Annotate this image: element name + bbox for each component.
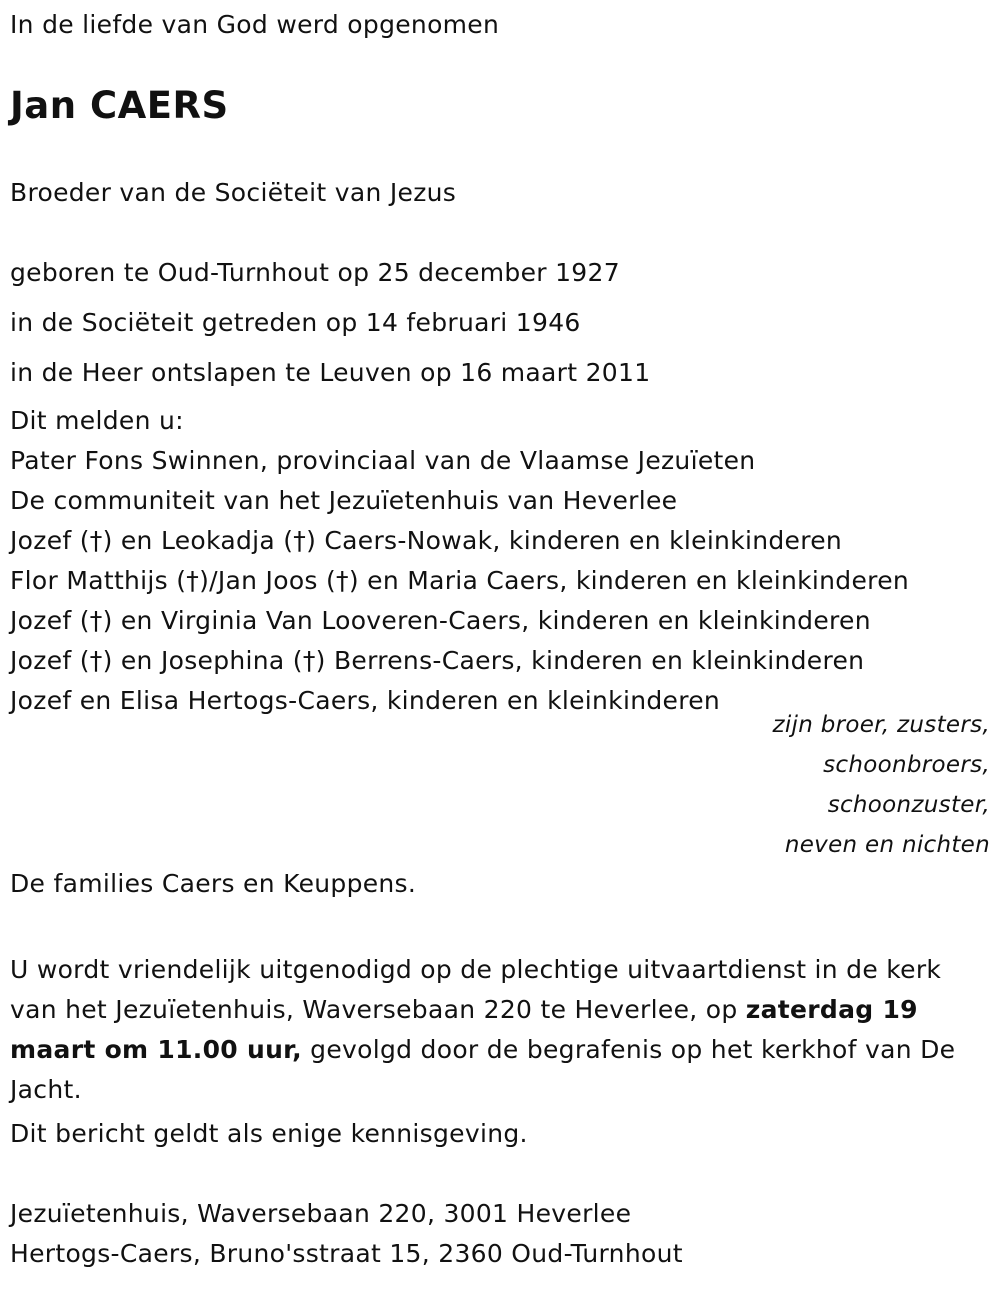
family-line: Flor Matthijs (†)/Jan Joos (†) en Maria Caers, kinderen en kleinkinderen	[10, 566, 910, 595]
birth-line: geboren te Oud-Turnhout op 25 december 1927	[10, 258, 620, 287]
religious-role: Broeder van de Sociëteit van Jezus	[10, 178, 457, 207]
relationship-line: schoonzuster,	[827, 792, 990, 818]
contact-addresses	[10, 1199, 683, 1279]
families-line: De families Caers en Keuppens.	[10, 869, 417, 898]
family-line: Jozef (†) en Josephina (†) Berrens-Caers, kinderen en kleinkinderen	[10, 646, 865, 675]
announcement-intro: Dit melden u:	[10, 406, 184, 435]
relationship-summary	[772, 710, 990, 870]
society-entry-line: in de Sociëteit getreden op 14 februari 1946	[10, 308, 581, 337]
relationship-line: schoonbroers,	[823, 752, 990, 778]
service-date-time: zaterdag 19 maart om 11.00 uur,	[10, 995, 918, 1064]
death-line: in de Heer ontslapen te Leuven op 16 maart 2011	[10, 358, 651, 387]
deceased-name: Jan CAERS	[10, 84, 229, 127]
family-line: Jozef (†) en Virginia Van Looveren-Caers, kinderen en kleinkinderen	[10, 606, 871, 635]
relationship-line: zijn broer, zusters,	[772, 712, 990, 738]
family-line: Jozef en Elisa Hertogs-Caers, kinderen en kleinkinderen	[10, 686, 721, 715]
address-line: Hertogs-Caers, Bruno'sstraat 15, 2360 Oud-Turnhout	[10, 1239, 683, 1268]
family-line: De communiteit van het Jezuïetenhuis van Heverlee	[10, 486, 678, 515]
funeral-invitation	[10, 950, 990, 1110]
life-dates	[10, 258, 650, 408]
burial-text: gevolgd door de begrafenis op het kerkhof van De Jacht.	[10, 1035, 956, 1104]
announcing-family-list	[10, 406, 909, 726]
intro-text: In de liefde van God werd opgenomen	[10, 10, 500, 39]
address-line: Jezuïetenhuis, Waversebaan 220, 3001 Heverlee	[10, 1199, 632, 1228]
invitation-text: U wordt vriendelijk uitgenodigd op de plechtige uitvaartdienst in de kerk van het Jezuïetenhuis, Waversebaan 220 te Heverlee, op	[10, 955, 942, 1024]
notice-text: Dit bericht geldt als enige kennisgeving.	[10, 1119, 528, 1148]
family-line: Pater Fons Swinnen, provinciaal van de Vlaamse Jezuïeten	[10, 446, 756, 475]
family-line: Jozef (†) en Leokadja (†) Caers-Nowak, kinderen en kleinkinderen	[10, 526, 843, 555]
relationship-line: neven en nichten	[784, 832, 990, 858]
